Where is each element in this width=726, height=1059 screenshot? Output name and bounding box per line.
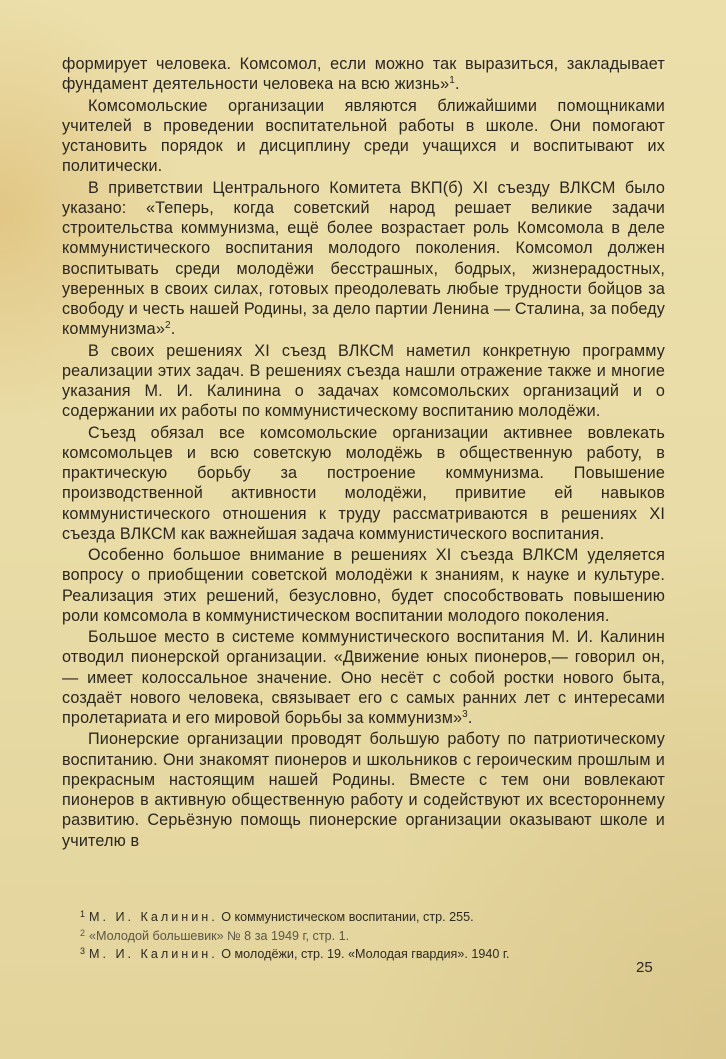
paragraph-3: [62, 178, 665, 340]
paragraph-4: [62, 341, 665, 422]
body-text: [62, 54, 665, 851]
paragraph-text: Пионерские организации проводят большую работу по патриотическому воспитанию. Они знакомят пионеров и школьников с героическим прошлым и прекрасным настоящим нашей Родины. Вместе с тем они вовлекают пионеров в активную общественную работу и содействуют их всестороннему развитию. Серьёзную помощь пионерские организации оказывают школе и учителю в: [62, 730, 665, 850]
footnote-author: М. И. Калинин.: [89, 947, 218, 961]
footnote-text: О молодёжи, стр. 19. «Молодая гвардия». 1940 г.: [221, 947, 510, 961]
paragraph-text: В своих решениях XI съезд ВЛКСМ наметил конкретную программу реализации этих задач. В решениях съезда нашли отражение также и многие указания М. И. Калинина о задачах комсомольских организаций и о содержании их работы по коммунистическому воспитанию молодёжи.: [62, 341, 665, 421]
footnote-1: [80, 907, 680, 926]
paragraph-text: В приветствии Центрального Комитета ВКП(б) XI съезду ВЛКСМ было указано: «Теперь, когда советский народ решает великие задачи строительства коммунизма, ещё более возрастает роль Комсомола в деле коммунистического воспитания молодого поколения. Комсомол должен воспитывать среди молодёжи бесстрашных, бодрых, жизнерадостных, уверенных в своих силах, готовых преодолевать любые трудности бойцов за свободу и честь нашей Родины, за дело партии Ленина — Сталина, за победу коммунизма»: [62, 178, 665, 339]
footnote-text: О коммунистическом воспитании, стр. 255.: [221, 910, 474, 924]
footnote-number: 3: [80, 946, 86, 956]
paragraph-5: [62, 423, 665, 545]
footnote-3: [80, 944, 680, 963]
footnote-2: [80, 926, 680, 945]
paragraph-text: Большое место в системе коммунистического воспитания М. И. Калинин отводил пионерской организации. «Движение юных пионеров,— говорил он,— имеет колоссальное значение. Оно несёт с собой ростки нового быта, создаёт нового человека, связывает его с самых ранних лет с интересами пролетариата и его мировой борьбы за коммунизм»: [62, 628, 665, 727]
footnote-number: 2: [80, 927, 86, 938]
paragraph-text: Комсомольские организации являются ближайшими помощниками учителей в проведении воспитательной работы в школе. Они помогают установить порядок и дисциплину среди учащихся и воспитывают их политически.: [62, 96, 665, 176]
footnotes: [80, 907, 680, 963]
paragraph-text: Съезд обязал все комсомольские организации активнее вовлекать комсомольцев и всю советскую молодёжь в общественную работу, в практическую борьбу за построение коммунизма. Повышение производственной активности молодёжи, привитие ей навыков коммунистического отношения к труду рассматриваются в решениях XI съезда ВЛКСМ как важнейшая задача коммунистического воспитания.: [62, 423, 665, 543]
footnote-ref-1: 1: [449, 75, 455, 87]
footnote-ref-2: 2: [165, 320, 171, 332]
paragraph-tail: .: [467, 709, 473, 727]
paragraph-7: [62, 627, 665, 728]
footnote-text: «Молодой большевик» № 8 за 1949 г, стр. 1.: [89, 928, 350, 943]
footnote-number: 1: [80, 909, 86, 919]
paragraph-text: Особенно большое внимание в решениях XI съезда ВЛКСМ уделяется вопросу о приобщении советской молодёжи к знаниям, к науке и культуре. Реализация этих решений, безусловно, будет способствовать повышению роли комсомола в коммунистическом воспитании молодого поколения.: [62, 546, 665, 625]
page-number: 25: [636, 959, 653, 976]
paragraph-8: [62, 729, 665, 851]
footnote-author: М. И. Калинин.: [89, 910, 218, 924]
footnote-ref-3: 3: [462, 709, 468, 720]
paragraph-6: [62, 545, 665, 626]
paragraph-1: [62, 54, 665, 95]
book-page: [62, 54, 665, 851]
paragraph-tail: .: [455, 75, 460, 94]
paragraph-text: формирует человека. Комсомол, если можно так выразиться, закладывает фундамент деятельности человека на всю жизнь»: [62, 55, 665, 94]
paragraph-2: [62, 96, 665, 177]
paragraph-tail: .: [170, 320, 176, 339]
